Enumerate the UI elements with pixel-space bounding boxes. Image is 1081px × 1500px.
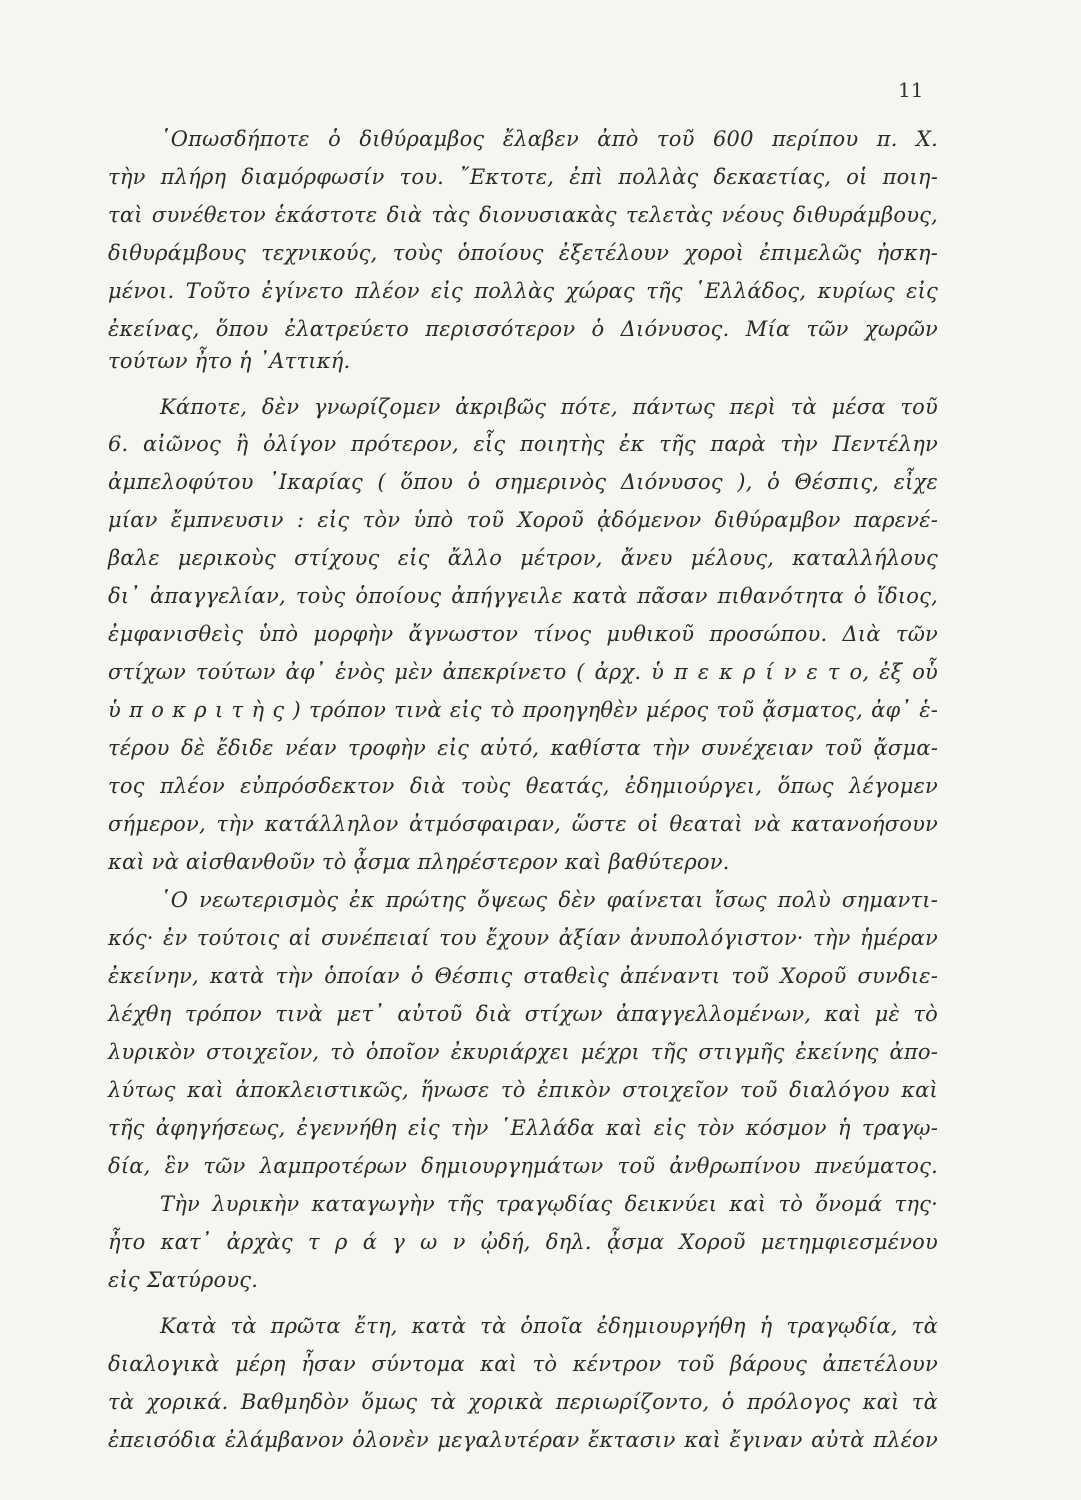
text-line: βαλε μερικοὺς στίχους εἰς ἄλλο μέτρον, ἄνευ μέλους, καταλλήλους <box>108 546 938 570</box>
text-line: μένοι. Τοῦτο ἐγίνετο πλέον εἰς πολλὰς χώρας τῆς ῾Ελλάδος, κυρίως εἰς <box>108 279 938 303</box>
text-line: ἀμπελοφύτου ᾿Ικαρίας ( ὅπου ὁ σημερινὸς Διόνυσος ), ὁ Θέσπις, εἶχε <box>108 470 938 494</box>
text-line: λύτως καὶ ἀποκλειστικῶς, ἥνωσε τὸ ἐπικὸν στοιχεῖον τοῦ διαλόγου καὶ <box>108 1078 938 1102</box>
text-line: τέρου δὲ ἔδιδε νέαν τροφὴν εἰς αὐτό, καθίστα τὴν συνέχειαν τοῦ ᾄσμα- <box>108 736 938 760</box>
text-line: Κατὰ τὰ πρῶτα ἔτη, κατὰ τὰ ὁποῖα ἐδημιουργήθη ἡ τραγῳδία, τὰ <box>160 1314 938 1338</box>
text-line: τὴν πλήρη διαμόρφωσίν του. ῎Εκτοτε, ἐπὶ πολλὰς δεκαετίας, οἱ ποιη- <box>108 165 938 189</box>
text-line: ῾Οπωσδήποτε ὁ διθύραμβος ἔλαβεν ἀπὸ τοῦ 600 περίπου π. Χ. <box>160 127 938 151</box>
text-line: ἐκείνας, ὅπου ἐλατρεύετο περισσότερον ὁ Διόνυσος. Μία τῶν χωρῶν <box>108 317 938 341</box>
text-line: 6. αἰῶνος ἢ ὀλίγον πρότερον, εἷς ποιητὴς ἐκ τῆς παρὰ τὴν Πεντέλην <box>108 432 938 456</box>
text-line: διαλογικὰ μέρη ἦσαν σύντομα καὶ τὸ κέντρον τοῦ βάρους ἀπετέλουν <box>108 1352 938 1376</box>
text-line: διθυράμβους τεχνικούς, τοὺς ὁποίους ἐξετέλουν χοροὶ ἐπιμελῶς ἠσκη- <box>108 241 938 265</box>
text-line: Κάποτε, δὲν γνωρίζομεν ἀκριβῶς πότε, πάντως περὶ τὰ μέσα τοῦ <box>160 395 938 419</box>
text-line: Τὴν λυρικὴν καταγωγὴν τῆς τραγῳδίας δεικνύει καὶ τὸ ὄνομά της· <box>160 1192 938 1216</box>
text-line: τὰ χορικά. Βαθμηδὸν ὅμως τὰ χορικὰ περιωρίζοντο, ὁ πρόλογος καὶ τὰ <box>108 1390 938 1414</box>
text-line: καὶ νὰ αἰσθανθοῦν τὸ ᾆσμα πληρέστερον καὶ βαθύτερον. <box>108 850 730 874</box>
text-line: ἐκείνην, κατὰ τὴν ὁποίαν ὁ Θέσπις σταθεὶς ἀπέναντι τοῦ Χοροῦ συνδιε- <box>108 964 938 988</box>
text-line: τος πλέον εὐπρόσδεκτον διὰ τοὺς θεατάς, ἐδημιούργει, ὅπως λέγομεν <box>108 774 938 798</box>
text-line: ταὶ συνέθετον ἑκάστοτε διὰ τὰς διονυσιακὰς τελετὰς νέους διθυράμβους, <box>108 203 938 227</box>
text-line: μίαν ἔμπνευσιν : εἰς τὸν ὑπὸ τοῦ Χοροῦ ᾀδόμενον διθύραμβον παρενέ- <box>108 508 938 532</box>
text-line: τῆς ἀφηγήσεως, ἐγεννήθη εἰς τὴν ῾Ελλάδα καὶ εἰς τὸν κόσμον ἡ τραγῳ- <box>108 1116 938 1140</box>
text-line: ῾Ο νεωτερισμὸς ἐκ πρώτης ὄψεως δὲν φαίνεται ἴσως πολὺ σημαντι- <box>160 888 938 912</box>
text-line: στίχων τούτων ἀφ᾿ ἑνὸς μὲν ἀπεκρίνετο ( ἀρχ. ὑ π ε κ ρ ί ν ε τ ο, ἐξ οὗ <box>108 660 938 684</box>
text-line: ἐμφανισθεὶς ὑπὸ μορφὴν ἄγνωστον τίνος μυθικοῦ προσώπου. Διὰ τῶν <box>108 622 938 646</box>
text-line: εἰς Σατύρους. <box>108 1268 259 1292</box>
text-line: σήμερον, τὴν κατάλληλον ἀτμόσφαιραν, ὥστε οἱ θεαταὶ νὰ κατανοήσουν <box>108 812 938 836</box>
text-line: ὑ π ο κ ρ ι τ ὴ ς ) τρόπον τινὰ εἰς τὸ προηγηθὲν μέρος τοῦ ᾄσματος, ἀφ᾿ ἑ- <box>108 698 938 722</box>
text-line: ἐπεισόδια ἐλάμβανον ὁλονὲν μεγαλυτέραν ἔκτασιν καὶ ἔγιναν αὐτὰ πλέον <box>108 1428 938 1452</box>
page-number: 11 <box>898 78 924 102</box>
text-line: κός· ἐν τούτοις αἱ συνέπειαί του ἔχουν ἀξίαν ἀνυπολόγιστον· τὴν ἡμέραν <box>108 926 938 950</box>
text-line: ἦτο κατ᾿ ἀρχὰς τ ρ ά γ ω ν ᾠδή, δηλ. ᾆσμα Χοροῦ μετημφιεσμένου <box>108 1230 938 1254</box>
text-line: δία, ἓν τῶν λαμπροτέρων δημιουργημάτων τοῦ ἀνθρωπίνου πνεύματος. <box>108 1154 938 1178</box>
text-line: λυρικὸν στοιχεῖον, τὸ ὁποῖον ἐκυριάρχει μέχρι τῆς στιγμῆς ἐκείνης ἀπο- <box>108 1040 938 1064</box>
text-line: δι᾿ ἀπαγγελίαν, τοὺς ὁποίους ἀπήγγειλε κατὰ πᾶσαν πιθανότητα ὁ ἴδιος, <box>108 584 938 608</box>
text-line: λέχθη τρόπον τινὰ μετ᾿ αὐτοῦ διὰ στίχων ἀπαγγελλομένων, καὶ μὲ τὸ <box>108 1002 938 1026</box>
text-line: τούτων ἦτο ἡ ᾿Αττική. <box>108 349 351 373</box>
